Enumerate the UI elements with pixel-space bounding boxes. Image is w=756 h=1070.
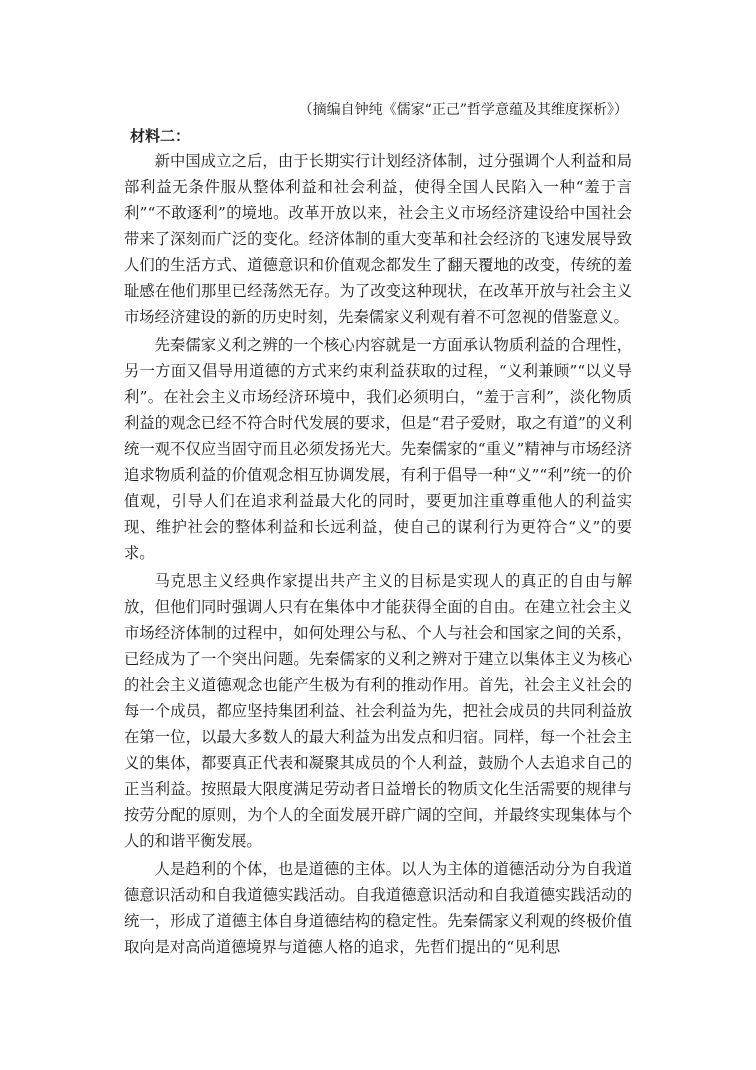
document-page xyxy=(124,100,632,962)
paragraph-1: 新中国成立之后，由于长期实行计划经济体制，过分强调个人利益和局部利益无条件服从整体利益和社会利益，使得全国人民陷入一种“羞于言利”“不敢逐利”的境地。改革开放以来，社会主义市场经济建设给中国社会带来了深刻而广泛的变化。经济体制的重大变革和社会经济的飞速发展导致人们的生活方式、道德意识和价值观念都发生了翻天覆地的改变，传统的羞耻感在他们那里已经荡然无存。为了改变这种现状，在改革开放与社会主义市场经济建设的新的历史时刻，先秦儒家义利观有着不可忽视的借鉴意义。 xyxy=(124,152,632,326)
paragraph-2: 先秦儒家义利之辨的一个核心内容就是一方面承认物质利益的合理性，另一方面又倡导用道德的方式来约束利益获取的过程，“义利兼顾”“以义导利”。在社会主义市场经济环境中，我们必须明白，“羞于言利”，淡化物质利益的观念已经不符合时代发展的要求，但是“君子爱财，取之有道”的义利统一观不仅应当固守而且必须发扬光大。先秦儒家的“重义”精神与市场经济追求物质利益的价值观念相互协调发展，有利于倡导一种“义”“利”统一的价值观，引导人们在追求利益最大化的同时，要更加注重尊重他人的利益实现、维护社会的整体利益和长远利益，使自己的谋利行为更符合“义”的要求。 xyxy=(124,336,632,562)
material-heading: 材料二： xyxy=(130,127,191,145)
paragraph-3: 马克思主义经典作家提出共产主义的目标是实现人的真正的自由与解放，但他们同时强调人只有在集体中才能获得全面的自由。在建立社会主义市场经济体制的过程中，如何处理公与私、个人与社会和国家之间的关系，已经成为了一个突出问题。先秦儒家的义利之辨对于建立以集体主义为核心的社会主义道德观念也能产生极为有利的推动作用。首先，社会主义社会的每一个成员，都应坚持集团利益、社会利益为先，把社会成员的共同利益放在第一位，以最大多数人的最大利益为出发点和归宿。同样，每一个社会主义的集体，都要真正代表和凝聚其成员的个人利益，鼓励个人去追求自己的正当利益。按照最大限度满足劳动者日益增长的物质文化生活需要的规律与按劳分配的原则，为个人的全面发展开辟广阔的空间，并最终实现集体与个人的和谐平衡发展。 xyxy=(124,572,632,850)
paragraph-4: 人是趋利的个体，也是道德的主体。以人为主体的道德活动分为自我道德意识活动和自我道德实践活动。自我道德意识活动和自我道德实践活动的统一，形成了道德主体自身道德结构的稳定性。先秦儒家义利观的终极价值取向是对高尚道德境界与道德人格的追求，先哲们提出的“见利思 xyxy=(124,860,632,956)
source-citation: （摘编自钟纯《儒家“正己”哲学意蕴及其维度探析》） xyxy=(298,102,628,118)
